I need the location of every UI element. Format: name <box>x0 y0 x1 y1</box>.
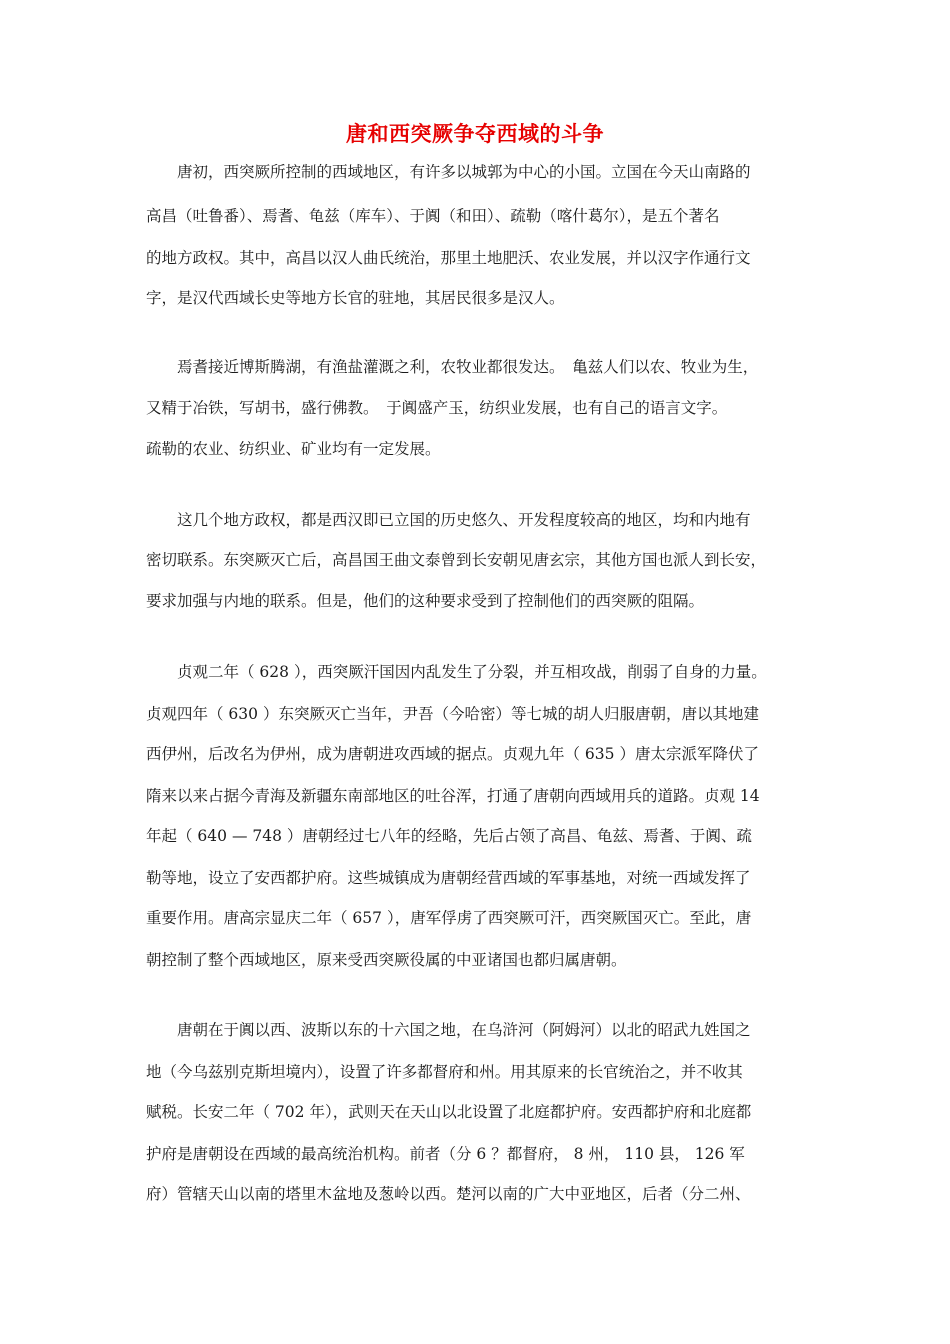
text-line: 府）管辖天山以南的塔里木盆地及葱岭以西。楚河以南的广大中亚地区，后者（分二州、 <box>146 1185 751 1203</box>
text-line: 隋来以来占据今青海及新疆东南部地区的吐谷浑，打通了唐朝向西域用兵的道路。贞观 14 <box>146 787 760 805</box>
text-line: 赋税。长安二年（ 702 年），武则天在天山以北设置了北庭都护府。安西都护府和北庭都 <box>146 1103 752 1121</box>
text-line: 护府是唐朝设在西域的最高统治机构。前者（分 6 ？都督府， 8 州， 110 县， 126 军 <box>146 1145 745 1163</box>
text-line: 唐初，西突厥所控制的西域地区，有许多以城郭为中心的小国。立国在今天山南路的 <box>146 163 751 181</box>
text-line: 地（今乌兹别克斯坦境内），设置了许多都督府和州。用其原来的长官统治之，并不收其 <box>146 1063 743 1081</box>
text-line: 字，是汉代西域长史等地方长官的驻地，其居民很多是汉人。 <box>146 289 565 307</box>
text-line: 贞观二年（ 628 ），西突厥汗国因内乱发生了分裂，并互相攻战，削弱了自身的力量。 <box>146 663 767 681</box>
text-line: 的地方政权。其中，高昌以汉人曲氏统治，那里土地肥沃、农业发展，并以汉字作通行文 <box>146 249 751 267</box>
text-line: 重要作用。唐高宗显庆二年（ 657 ），唐军俘虏了西突厥可汗，西突厥国灭亡。至此，唐 <box>146 909 752 927</box>
text-line: 唐朝在于阗以西、波斯以东的十六国之地，在乌浒河（阿姆河）以北的昭武九姓国之 <box>146 1021 751 1039</box>
text-line: 贞观四年（ 630 ）东突厥灭亡当年，尹吾（今哈密）等七城的胡人归服唐朝，唐以其地建 <box>146 705 759 723</box>
page-title: 唐和西突厥争夺西域的斗争 <box>346 122 604 146</box>
text-line: 西伊州，后改名为伊州，成为唐朝进攻西域的据点。贞观九年（ 635 ）唐太宗派军降伏了 <box>146 745 759 763</box>
text-line: 疏勒的农业、纺织业、矿业均有一定发展。 <box>146 440 441 458</box>
text-line: 又精于冶铁，写胡书，盛行佛教。 于阗盛产玉，纺织业发展，也有自己的语言文字。 <box>146 399 728 417</box>
text-line: 焉耆接近博斯腾湖，有渔盐灌溉之利，农牧业都很发达。 亀兹人们以农、牧业为生， <box>146 358 759 376</box>
text-line: 要求加强与内地的联系。但是，他们的这种要求受到了控制他们的西突厥的阻隔。 <box>146 592 705 610</box>
text-line: 密切联系。东突厥灭亡后，高昌国王曲文泰曾到长安朝见唐玄宗，其他方国也派人到长安， <box>146 551 767 569</box>
text-line: 高昌（吐鲁番）、焉耆、龟兹（库车）、于阗（和田）、疏勒（喀什葛尔），是五个著名 <box>146 207 720 225</box>
text-line: 年起（ 640 — 748 ）唐朝经过七八年的经略，先后占领了高昌、龟兹、焉耆、于阗、疏 <box>146 827 752 845</box>
text-line: 这几个地方政权，都是西汉即已立国的历史悠久、开发程度较高的地区，均和内地有 <box>146 511 751 529</box>
text-line: 朝控制了整个西域地区，原来受西突厥役属的中亚诸国也都归属唐朝。 <box>146 951 627 969</box>
text-line: 勒等地，设立了安西都护府。这些城镇成为唐朝经营西域的军事基地，对统一西域发挥了 <box>146 869 751 887</box>
